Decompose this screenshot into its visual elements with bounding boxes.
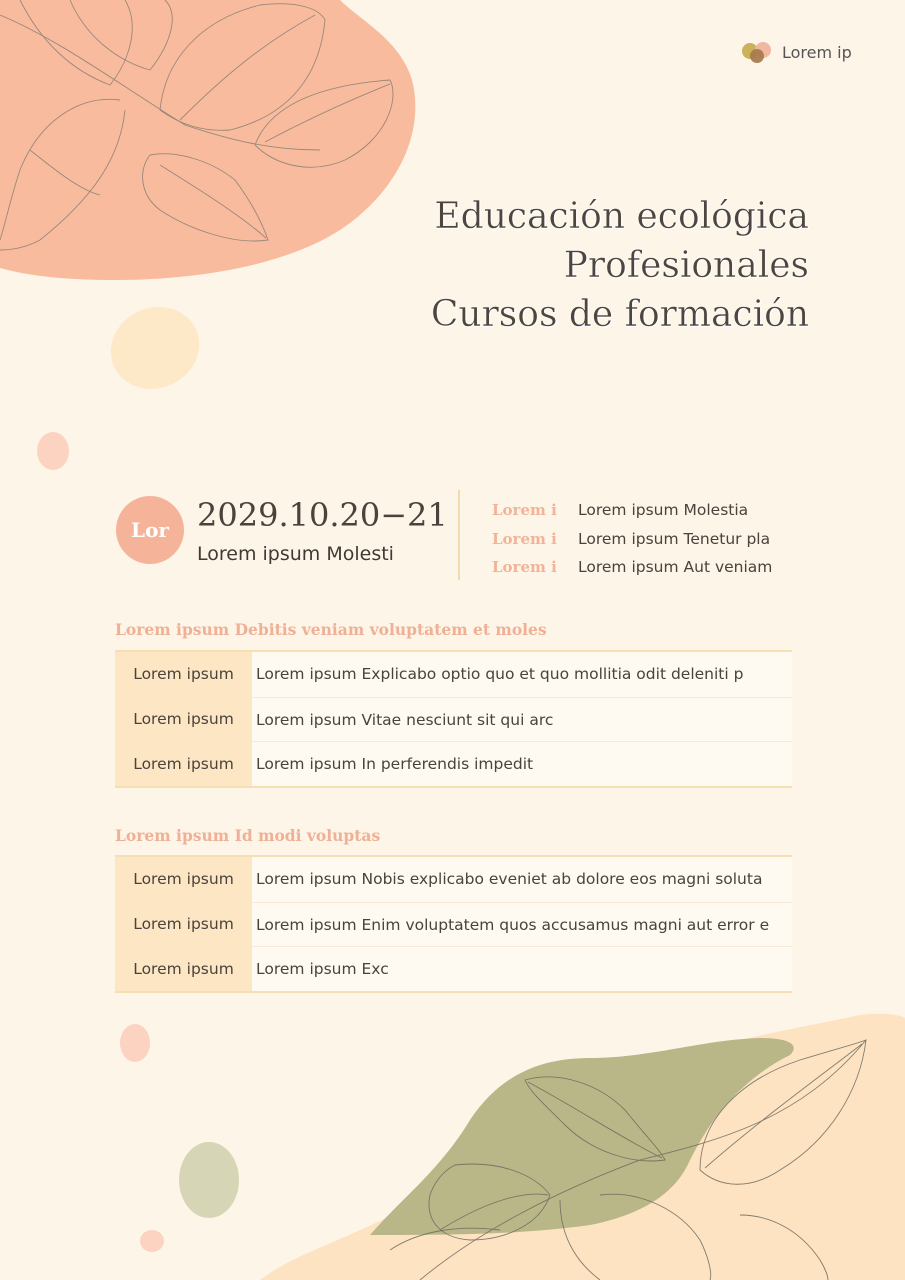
table-row bbox=[115, 697, 792, 742]
event-date: 2029.10.20−21 bbox=[197, 496, 448, 534]
table-value: Lorem ipsum Vitae nesciunt sit qui arc bbox=[252, 697, 792, 742]
section-title: Lorem ipsum Debitis veniam voluptatem et moles bbox=[115, 620, 547, 639]
top-left-blob bbox=[0, 0, 415, 280]
event-subtitle: Lorem ipsum Molesti bbox=[197, 543, 394, 565]
schedule-table bbox=[115, 650, 792, 788]
title-line-3: Cursos de formación bbox=[430, 294, 809, 335]
table-value: Lorem ipsum Exc bbox=[252, 946, 792, 991]
divider bbox=[458, 490, 460, 580]
title-line-1: Educación ecológica bbox=[434, 196, 809, 237]
info-value: Lorem ipsum Aut veniam bbox=[578, 558, 773, 577]
info-value: Lorem ipsum Molestia bbox=[578, 501, 749, 520]
info-item bbox=[492, 553, 772, 582]
table-value: Lorem ipsum Explicabo optio quo et quo mollitia odit deleniti p bbox=[252, 652, 792, 697]
pink-dot-2 bbox=[120, 1024, 150, 1062]
table-row bbox=[115, 946, 792, 991]
page-title bbox=[431, 192, 809, 339]
table-row bbox=[115, 857, 792, 902]
table-value: Lorem ipsum Enim voluptatem quos accusamus magni aut error e bbox=[252, 902, 792, 947]
table-key: Lorem ipsum bbox=[115, 697, 252, 742]
info-list bbox=[492, 496, 772, 582]
table-row bbox=[115, 741, 792, 786]
table-key: Lorem ipsum bbox=[115, 857, 252, 902]
table-row bbox=[115, 652, 792, 697]
info-item bbox=[492, 496, 772, 525]
logo-text: Lorem ip bbox=[782, 42, 852, 62]
table-key: Lorem ipsum bbox=[115, 902, 252, 947]
olive-blob bbox=[179, 1142, 239, 1218]
table-value: Lorem ipsum Nobis explicabo eveniet ab dolore eos magni soluta bbox=[252, 857, 792, 902]
table-key: Lorem ipsum bbox=[115, 652, 252, 697]
info-key: Lorem i bbox=[492, 501, 557, 520]
info-value: Lorem ipsum Tenetur pla bbox=[578, 529, 771, 548]
logo bbox=[740, 40, 852, 64]
table-row bbox=[115, 902, 792, 947]
info-key: Lorem i bbox=[492, 529, 557, 548]
info-key: Lorem i bbox=[492, 558, 557, 577]
title-line-2: Profesionales bbox=[563, 245, 809, 286]
section-title: Lorem ipsum Id modi voluptas bbox=[115, 826, 381, 845]
info-item bbox=[492, 525, 772, 554]
table-key: Lorem ipsum bbox=[115, 741, 252, 786]
pink-dot-1 bbox=[37, 432, 69, 470]
hearts-icon bbox=[740, 40, 774, 64]
schedule-table bbox=[115, 855, 792, 993]
table-value: Lorem ipsum In perferendis impedit bbox=[252, 741, 792, 786]
pink-dot-3 bbox=[140, 1230, 164, 1252]
table-key: Lorem ipsum bbox=[115, 946, 252, 991]
cream-blob bbox=[97, 293, 212, 404]
event-badge: Lor bbox=[116, 496, 184, 564]
